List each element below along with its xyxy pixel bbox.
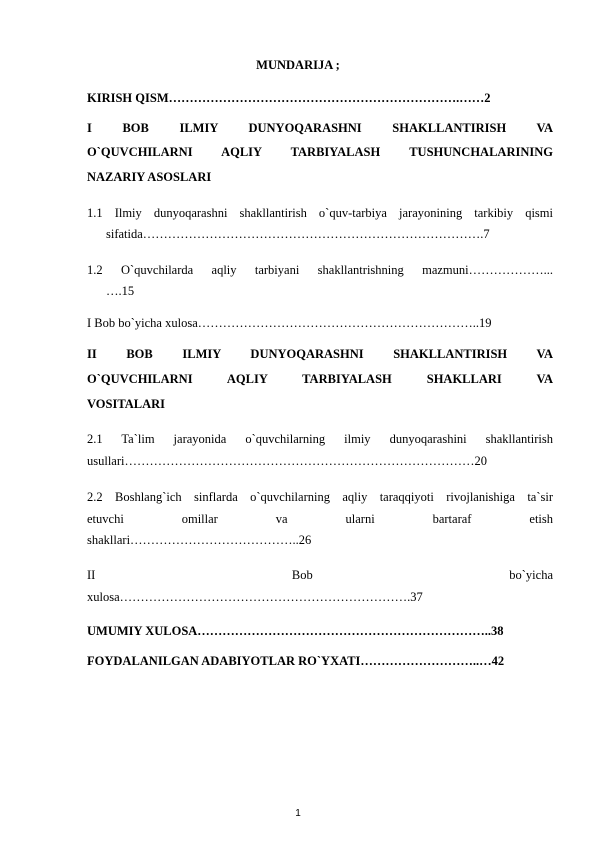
toc-entry-umumiy-xulosa: UMUMIY XULOSA……………………………………………………………..38 [87, 624, 504, 638]
toc-section-2-2-line-3: shakllari…………………………………..26 [87, 533, 312, 547]
page-number: 1 [295, 808, 301, 819]
toc-section-2-1-line-2: usullari…………………………………………………………………………20 [87, 454, 487, 468]
toc-chapter-2-summary-line-2: xulosa…………………………………………………………….37 [87, 590, 423, 604]
toc-section-2-2-line-1: 2.2 Boshlang`ich sinflarda o`quvchilarning aqliy taraqqiyoti rivojlanishiga ta`sir [87, 490, 553, 504]
toc-chapter-2-line-1: II BOB ILMIY DUNYOQARASHNI SHAKLLANTIRISH VA [87, 347, 553, 361]
toc-entry-foydalanilgan-adabiyotlar: FOYDALANILGAN ADABIYOTLAR RO`YXATI………………………..…42 [87, 654, 505, 668]
toc-section-1-2-line-2: ….15 [106, 284, 135, 298]
toc-section-1-1-line-2: sifatida……………………………………………………………………….7 [106, 227, 490, 241]
toc-section-1-1-line-1: 1.1 Ilmiy dunyoqarashni shakllantirish o`quv-tarbiya jarayonining tarkibiy qismi [87, 206, 553, 220]
toc-section-2-1-line-1: 2.1 Ta`lim jarayonida o`quvchilarning ilmiy dunyoqarashini shakllantirish [87, 432, 553, 446]
toc-chapter-1-summary: I Bob bo`yicha xulosa…………………………………………………………..19 [87, 316, 492, 330]
toc-chapter-1-line-1: I BOB ILMIY DUNYOQARASHNI SHAKLLANTIRISH VA [87, 121, 553, 135]
toc-chapter-1-line-3: NAZARIY ASOSLARI [87, 170, 212, 184]
toc-section-1-2-line-1: 1.2 O`quvchilarda aqliy tarbiyani shakllantrishning mazmuni………………... [87, 263, 553, 277]
toc-chapter-2-line-2: O`QUVCHILARNI AQLIY TARBIYALASH SHAKLLARI VA [87, 372, 553, 386]
toc-section-2-2-line-2: etuvchi omillar va ularni bartaraf etish [87, 512, 553, 526]
toc-chapter-2-summary-line-1: II Bob bo`yicha [87, 568, 553, 582]
toc-entry-kirish: KIRISH QISM…………………………………………………………….……2 [87, 91, 491, 105]
toc-title: MUNDARIJA ; [256, 58, 340, 72]
toc-chapter-1-line-2: O`QUVCHILARNI AQLIY TARBIYALASH TUSHUNCHALARINING [87, 145, 553, 159]
toc-chapter-2-line-3: VOSITALARI [87, 397, 166, 411]
